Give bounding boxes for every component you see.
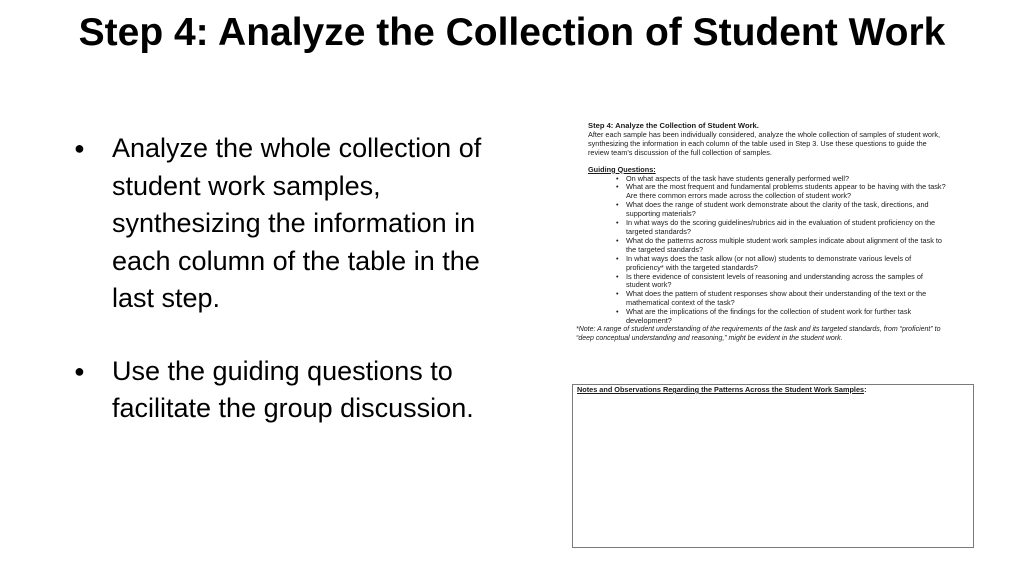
guiding-question: • What do the patterns across multiple student work samples indicate about alignment of the task to the targeted standards? (616, 237, 946, 255)
bullet-item (72, 130, 502, 318)
guiding-questions-title: Guiding Questions: (588, 164, 656, 174)
bullet-dot-icon: ● (74, 138, 85, 158)
document-screenshot (572, 122, 974, 550)
document-footnote: *Note: A range of student understanding of the requirements of the task and its targeted standards, from “proficient” to “deep conceptual understanding and reasoning,” might be evident in the student work. (576, 325, 941, 342)
bullet-list (72, 130, 502, 463)
slide-title: Step 4: Analyze the Collection of Student Work (78, 11, 946, 54)
document-heading: Step 4: Analyze the Collection of Student Work. (588, 121, 759, 130)
document-intro: After each sample has been individually considered, analyze the whole collection of samples of student work, synthesizing the information in each column of the table used in Step 3. Use these questions to guide the review team's discussion of the full collection of samples. (588, 129, 941, 157)
guiding-question: • What does the pattern of student responses show about their understanding of the text or the mathematical context of the task? (616, 290, 946, 308)
guiding-question: • In what ways does the task allow (or not allow) students to demonstrate various levels of proficiency* with the targeted standards? (616, 255, 946, 273)
guiding-question: • What are the most frequent and fundamental problems students appear to be having with the task? Are there common errors made across the collection of student work? (616, 183, 946, 201)
notes-observations-box (572, 384, 974, 548)
bullet-text: Use the guiding questions to facilitate the group discussion. (112, 355, 474, 423)
bullet-item (72, 353, 502, 428)
guiding-questions-list (572, 175, 946, 326)
bullet-dot-icon: ● (74, 360, 85, 381)
guiding-question: • What does the range of student work demonstrate about the clarity of the task, directions, and supporting materials? (616, 201, 946, 219)
notes-box-label-colon: : (864, 385, 867, 394)
bullet-text: Analyze the whole collection of student work samples, synthesizing the information in each column of the table in the last step. (112, 133, 482, 313)
notes-box-label (577, 386, 973, 395)
guiding-question: • In what ways do the scoring guidelines/rubrics aid in the evaluation of student proficiency on the targeted standards? (616, 219, 946, 237)
guiding-question: • On what aspects of the task have students generally performed well? (616, 175, 946, 184)
guiding-question: • Is there evidence of consistent levels of reasoning and understanding across the samples of student work? (616, 273, 946, 291)
guiding-question: • What are the implications of the findings for the collection of student work for further task development? (616, 308, 946, 326)
notes-box-label-text: Notes and Observations Regarding the Patterns Across the Student Work Samples (577, 385, 865, 394)
